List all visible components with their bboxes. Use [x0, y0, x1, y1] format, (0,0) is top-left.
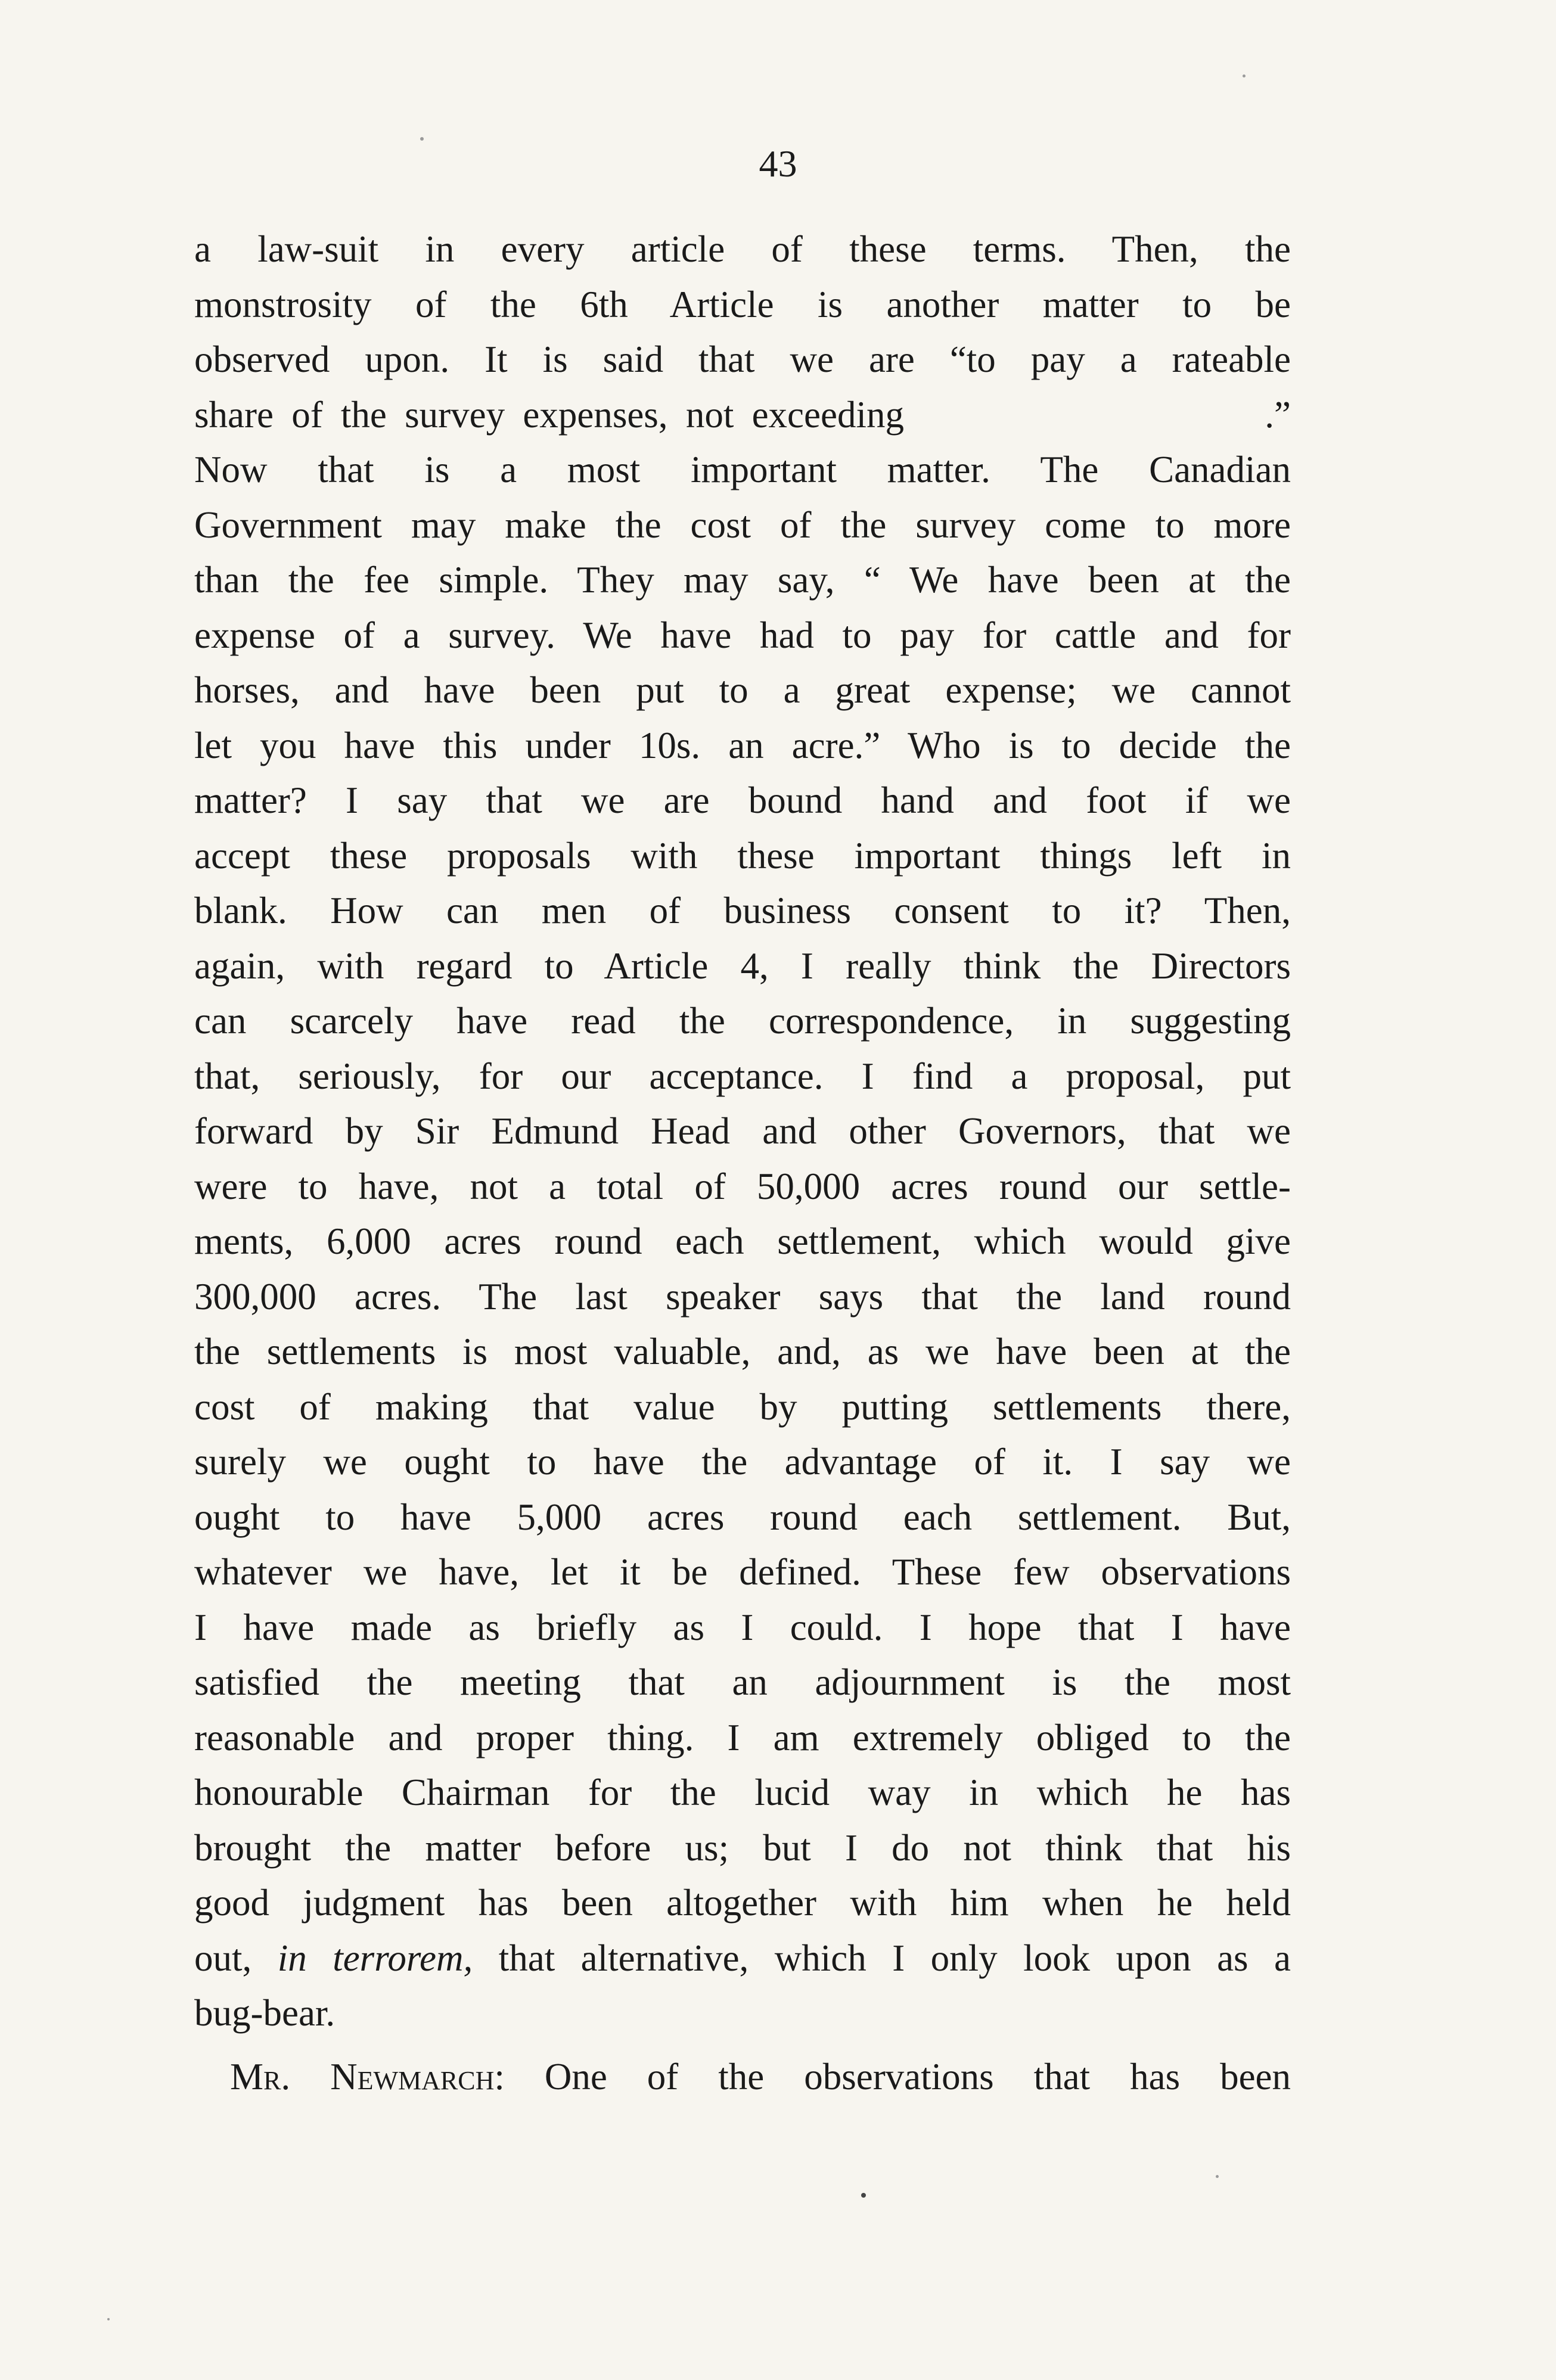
- text-line: good judgment has been altogether with him when he held: [194, 1882, 1291, 1924]
- text-line: than the fee simple. They may say, “ We have been at the: [194, 559, 1291, 601]
- text-line: horses, and have been put to a great expense; we cannot: [194, 669, 1291, 711]
- print-speck: [1216, 2175, 1219, 2178]
- print-speck: [107, 2318, 110, 2320]
- text-line: monstrosity of the 6th Article is another matter to be: [194, 283, 1291, 325]
- text-line: that, seriously, for our acceptance. I find a proposal, put: [194, 1055, 1291, 1097]
- text-line: reasonable and proper thing. I am extremely obliged to the: [194, 1716, 1291, 1758]
- text-line: whatever we have, let it be defined. These few observations: [194, 1551, 1291, 1593]
- text-line: accept these proposals with these important things left in: [194, 834, 1291, 877]
- speaker-text: : One of the observations that has been: [494, 2055, 1291, 2098]
- text-line-italic: [194, 1931, 1291, 1986]
- text-line: a law-suit in every article of these terms. Then, the: [194, 228, 1291, 270]
- print-speck: [1243, 74, 1246, 77]
- page-number: 43: [759, 142, 797, 185]
- text-line: surely we ought to have the advantage of it. I say we: [194, 1441, 1291, 1483]
- line-text-before: out,: [194, 1937, 278, 1979]
- speaker-paragraph: [194, 2049, 1291, 2105]
- italic-phrase: in terrorem,: [277, 1937, 473, 1979]
- text-line: blank. How can men of business consent to it? Then,: [194, 890, 1291, 931]
- print-speck: [420, 137, 424, 141]
- text-line: honourable Chairman for the lucid way in which he has: [194, 1772, 1291, 1813]
- text-line: observed upon. It is said that we are “to pay a rateable: [194, 338, 1291, 380]
- text-line: can scarcely have read the correspondence, in suggesting: [194, 1000, 1291, 1042]
- text-line: ments, 6,000 acres round each settlement, which would give: [194, 1220, 1291, 1262]
- text-line: Now that is a most important matter. The Canadian: [194, 449, 1291, 490]
- text-line: 300,000 acres. The last speaker says that the land round: [194, 1275, 1291, 1318]
- speaker-name: Mr. Newmarch: [230, 2055, 495, 2098]
- text-line: let you have this under 10s. an acre.” Who is to decide the: [194, 724, 1291, 766]
- text-line: share of the survey expenses, not exceeding .”: [194, 393, 1291, 436]
- closing-line: bug-bear.: [194, 1992, 336, 2034]
- text-line: Government may make the cost of the survey come to more: [194, 504, 1291, 546]
- text-line: the settlements is most valuable, and, as we have been at the: [194, 1331, 1291, 1372]
- body-text: [194, 222, 1291, 2104]
- text-line: were to have, not a total of 50,000 acres round our settle-: [194, 1165, 1291, 1207]
- text-line: ought to have 5,000 acres round each settlement. But,: [194, 1496, 1291, 1538]
- text-line: cost of making that value by putting settlements there,: [194, 1385, 1291, 1428]
- text-line: I have made as briefly as I could. I hope that I have: [194, 1606, 1291, 1648]
- text-line: forward by Sir Edmund Head and other Governors, that we: [194, 1110, 1291, 1152]
- text-line: expense of a survey. We have had to pay for cattle and for: [194, 614, 1291, 656]
- line-text-after: that alternative, which I only look upon as a: [473, 1937, 1291, 1979]
- text-line: satisfied the meeting that an adjournment is the most: [194, 1661, 1291, 1703]
- text-line: brought the matter before us; but I do not think that his: [194, 1826, 1291, 1869]
- text-line: matter? I say that we are bound hand and foot if we: [194, 779, 1291, 821]
- print-speck: [861, 2193, 866, 2198]
- text-line: again, with regard to Article 4, I really think the Directors: [194, 944, 1291, 987]
